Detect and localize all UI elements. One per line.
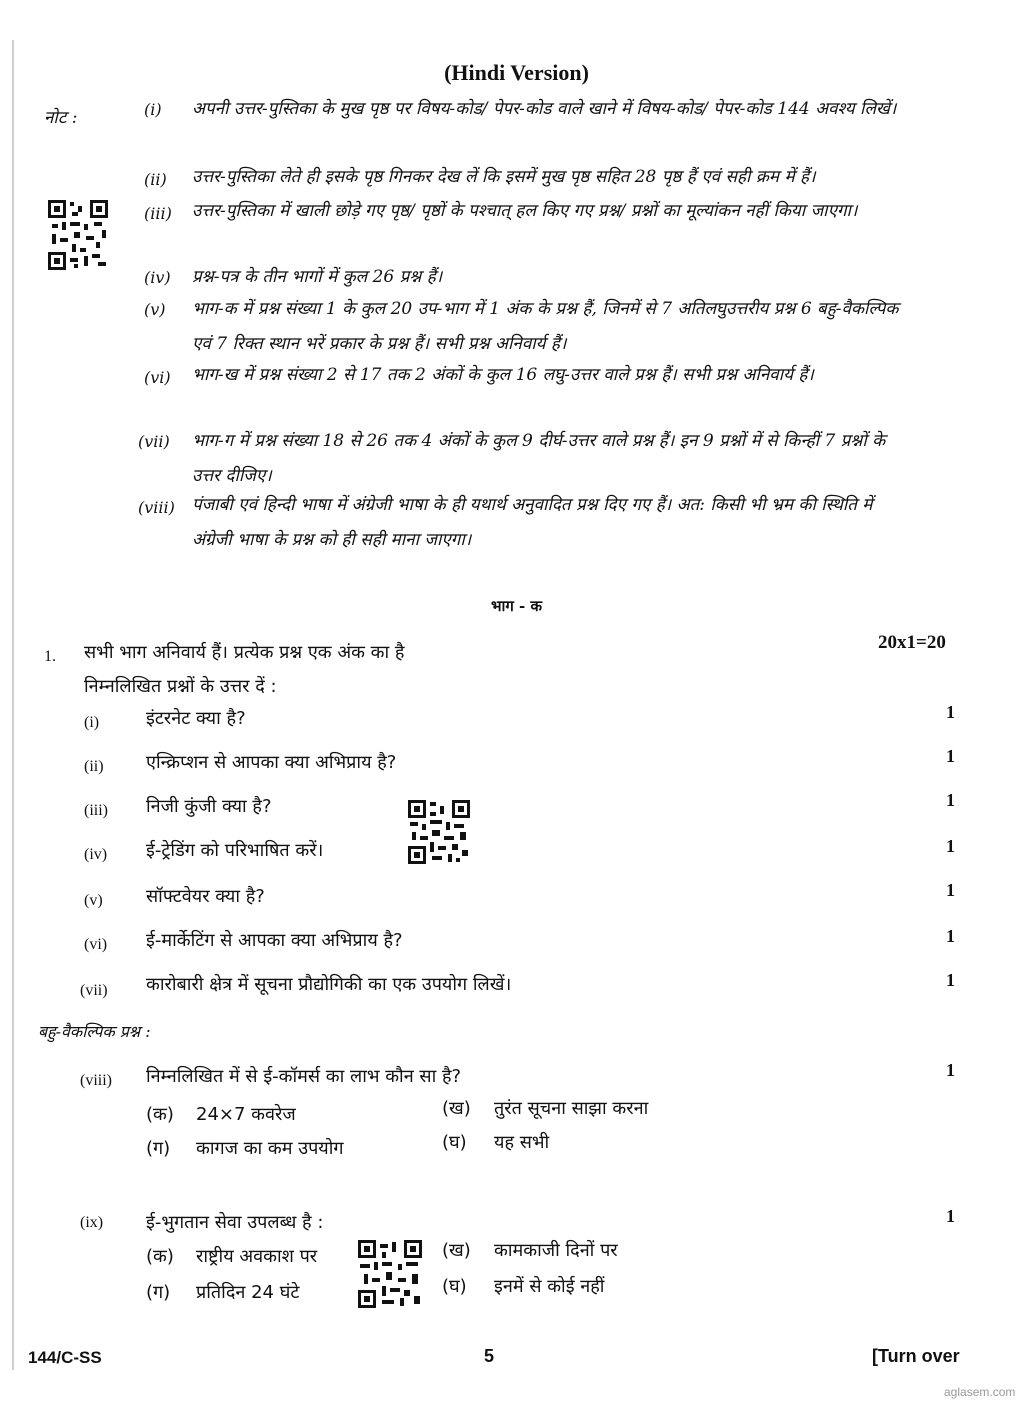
- subquestion-mark: 1: [946, 970, 955, 990]
- subquestion-text: कारोबारी क्षेत्र में सूचना प्रौद्योगिकी का एक उपयोग लिखें।: [146, 974, 512, 995]
- subquestion-text: निम्नलिखित में से ई-कॉमर्स का लाभ कौन सा है?: [146, 1066, 462, 1087]
- subquestion-number: (ii): [84, 758, 104, 775]
- option-key: (क): [146, 1104, 174, 1125]
- mcq-label: बहु-वैकल्पिक प्रश्न :: [38, 1022, 151, 1041]
- question-intro: सभी भाग अनिवार्य हैं। प्रत्येक प्रश्न एक अंक का है: [84, 642, 405, 663]
- paper-code: 144/C-SS: [28, 1348, 102, 1367]
- subquestion-number: (ix): [80, 1214, 104, 1231]
- subquestion-mark: 1: [946, 1060, 955, 1080]
- option-text: राष्ट्रीय अवकाश पर: [196, 1246, 318, 1267]
- instruction-number: (iii): [144, 204, 172, 223]
- instruction-number: (v): [144, 300, 166, 319]
- option-text: तुरंत सूचना साझा करना: [494, 1098, 649, 1119]
- instruction-text: प्रश्न-पत्र के तीन भागों में कुल 26 प्रश्न हैं।: [192, 267, 443, 287]
- instruction-text: भाग-ख में प्रश्न संख्या 2 से 17 तक 2 अंकों के कुल 16 लघु-उत्तर वाले प्रश्न हैं। सभी प्रश्न अनिवार्य हैं।: [192, 365, 814, 385]
- subquestion-number: (vii): [80, 982, 108, 999]
- subquestion-text: इंटरनेट क्या है?: [146, 708, 246, 729]
- note-label: नोट :: [44, 108, 78, 128]
- option-key: (ग): [146, 1282, 171, 1303]
- subquestion-number: (i): [84, 714, 100, 731]
- subquestion-number: (v): [84, 892, 103, 909]
- instruction-text: भाग-ग में प्रश्न संख्या 18 से 26 तक 4 अंकों के कुल 9 दीर्घ-उत्तर वाले प्रश्न हैं। इन 9 प्रश्नों में से किन्हीं 7 प्रश्नों के उत्तर दीजिए।: [192, 431, 886, 486]
- subquestion-number: (iii): [84, 802, 108, 819]
- subquestion-mark: 1: [946, 926, 955, 946]
- subquestion-text: एन्क्रिप्शन से आपका क्या अभिप्राय है?: [146, 752, 397, 773]
- subquestion-mark: 1: [946, 1206, 955, 1226]
- subquestion-text: ई-ट्रेडिंग को परिभाषित करें।: [146, 840, 324, 861]
- instruction-number: (vii): [138, 432, 170, 451]
- instruction-text: उत्तर-पुस्तिका में खाली छोड़े गए पृष्ठ/ पृष्ठों के पश्चात् हल किए गए प्रश्न/ प्रश्नों का मूल्यांकन नहीं किया जाएगा।: [192, 201, 858, 221]
- option-text: कागज का कम उपयोग: [196, 1138, 344, 1159]
- option-key: (ग): [146, 1138, 171, 1159]
- subquestion-number: (iv): [84, 846, 108, 863]
- instruction-text: पंजाबी एवं हिन्दी भाषा में अंग्रेजी भाषा के ही यथार्थ अनुवादित प्रश्न दिए गए हैं। अत: किसी भी भ्रम की स्थिति में अंग्रेजी भाषा के प्रश्न को ही सही माना जाएगा।: [192, 495, 873, 550]
- option-key: (क): [146, 1246, 174, 1267]
- section-heading: भाग - क: [490, 597, 543, 615]
- instruction-number: (i): [144, 100, 162, 119]
- instruction-text: भाग-क में प्रश्न संख्या 1 के कुल 20 उप-भाग में 1 अंक के प्रश्न हैं, जिनमें से 7 अतिलघुउत्तरीय प्रश्न 6 बहु-वैकल्पिक एवं 7 रिक्त स्थान भरें प्रकार के प्रश्न हैं। सभी प्रश्न अनिवार्य हैं।: [192, 299, 899, 354]
- turn-over-label: [Turn over: [872, 1346, 960, 1366]
- instruction-number: (iv): [144, 268, 171, 287]
- subquestion-text: ई-मार्केटिंग से आपका क्या अभिप्राय है?: [146, 930, 403, 951]
- option-text: कामकाजी दिनों पर: [494, 1240, 618, 1261]
- subquestion-text: निजी कुंजी क्या है?: [146, 796, 272, 817]
- subquestion-mark: 1: [946, 790, 955, 810]
- instruction-number: (ii): [144, 170, 167, 189]
- page-title: (Hindi Version): [444, 60, 589, 85]
- instruction-number: (viii): [138, 498, 175, 517]
- instruction-text: उत्तर-पुस्तिका लेते ही इसके पृष्ठ गिनकर देख लें कि इसमें मुख पृष्ठ सहित 28 पृष्ठ हैं एवं सही क्रम में हैं।: [192, 167, 816, 187]
- subquestion-mark: 1: [946, 836, 955, 856]
- option-text: प्रतिदिन 24 घंटे: [196, 1282, 300, 1303]
- option-text: इनमें से कोई नहीं: [494, 1276, 605, 1297]
- question-subintro: निम्नलिखित प्रश्नों के उत्तर दें :: [84, 676, 277, 697]
- qr-code-icon: [48, 200, 108, 270]
- option-key: (ख): [442, 1240, 471, 1261]
- qr-code-icon: [408, 800, 470, 864]
- option-key: (घ): [442, 1276, 467, 1297]
- option-text: यह सभी: [494, 1132, 550, 1153]
- question-marks: 20x1=20: [878, 632, 946, 653]
- subquestion-number: (viii): [80, 1072, 112, 1089]
- subquestion-mark: 1: [946, 880, 955, 900]
- option-key: (ख): [442, 1098, 471, 1119]
- subquestion-text: सॉफ्टवेयर क्या है?: [146, 886, 265, 907]
- instruction-number: (vi): [144, 368, 171, 387]
- option-text: 24×7 कवरेज: [196, 1104, 296, 1125]
- question-number: 1.: [44, 648, 56, 665]
- qr-code-icon: [358, 1240, 422, 1308]
- page-number: 5: [484, 1346, 495, 1366]
- option-key: (घ): [442, 1132, 467, 1153]
- subquestion-number: (vi): [84, 936, 108, 953]
- subquestion-text: ई-भुगतान सेवा उपलब्ध है :: [146, 1212, 324, 1233]
- subquestion-mark: 1: [946, 746, 955, 766]
- instruction-text: अपनी उत्तर-पुस्तिका के मुख पृष्ठ पर विषय-कोड/ पेपर-कोड वाले खाने में विषय-कोड/ पेपर-कोड 144 अवश्य लिखें।: [192, 99, 897, 119]
- watermark: aglasem.com: [944, 1385, 1016, 1399]
- subquestion-mark: 1: [946, 702, 955, 722]
- scan-edge-line: [12, 40, 14, 1370]
